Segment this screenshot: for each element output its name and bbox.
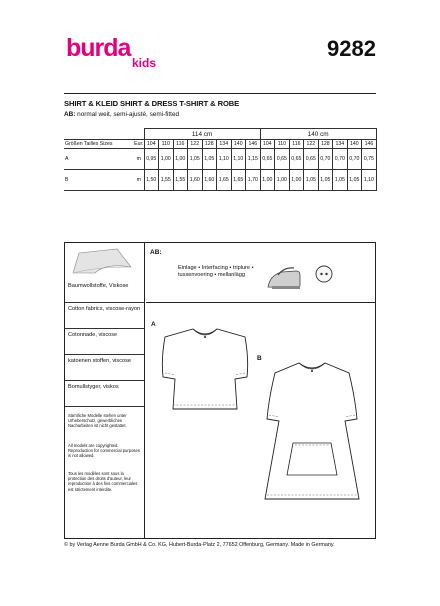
brand-sub: kids	[132, 56, 157, 70]
value-cell: 0,95	[144, 149, 159, 170]
button-icon	[314, 264, 334, 284]
size-cell: 146	[362, 140, 377, 149]
value-cell: 1,00	[289, 170, 304, 191]
size-cell: 140	[231, 140, 246, 149]
size-cell: 146	[246, 140, 261, 149]
value-cell: 1,00	[159, 149, 174, 170]
size-cell: 110	[159, 140, 174, 149]
garment-b-label: B	[257, 355, 262, 362]
value-cell: 1,00	[173, 149, 188, 170]
value-cell: 1,05	[188, 149, 203, 170]
value-cell: 0,75	[362, 149, 377, 170]
value-cell: 1,50	[144, 170, 159, 191]
value-cell: 1,05	[347, 170, 362, 191]
size-cell: 110	[275, 140, 290, 149]
interfacing-label: AB:	[150, 249, 162, 256]
size-cell: 122	[304, 140, 319, 149]
value-cell: 1,60	[202, 170, 217, 191]
interfacing-panel	[146, 243, 376, 303]
fabric-swatch-icon	[65, 243, 144, 281]
yardage-table	[64, 128, 377, 191]
value-cell: 1,05	[202, 149, 217, 170]
value-cell: 0,70	[347, 149, 362, 170]
burda-kids-logo	[66, 34, 156, 74]
interfacing-text: Einlage • Interfacing • triplure • tussenvoering • mellanlägg	[178, 265, 254, 278]
size-cell: 128	[202, 140, 217, 149]
value-cell: 1,00	[260, 170, 275, 191]
size-cell: 134	[333, 140, 348, 149]
width-140: 140 cm	[260, 129, 376, 140]
value-cell: 1,00	[275, 170, 290, 191]
value-cell: 1,05	[333, 170, 348, 191]
garment-a-label: A	[151, 321, 156, 328]
value-cell: 1,10	[231, 149, 246, 170]
fabric-en: Cotton fabrics, viscose-rayon	[65, 303, 144, 329]
fit-text: normal weit, semi-ajusté, semi-fitted	[77, 111, 180, 118]
fabric-sv: Bomullstyger, viskos	[65, 381, 144, 407]
row-unit: m	[134, 170, 144, 191]
value-cell: 0,65	[260, 149, 275, 170]
header-rule	[64, 93, 376, 94]
copyright-notice: © by Verlag Aenne Burda GmbH & Co. KG, Hubert-Burda-Platz 2, 77652 Offenburg, Germany. Made in Germany.	[64, 542, 335, 548]
fabric-nl: katoenen stoffen, viscose	[65, 355, 144, 381]
value-cell: 0,70	[333, 149, 348, 170]
value-cell: 1,05	[318, 170, 333, 191]
row-unit: m	[134, 149, 144, 170]
value-cell: 0,65	[275, 149, 290, 170]
legal-de: Sämtliche Modelle stehen unter Urheberschutz, gewerbliches Nacharbeiten ist nicht gestattet.	[68, 413, 127, 429]
value-cell: 1,60	[188, 170, 203, 191]
size-cell: 134	[217, 140, 232, 149]
size-cell: 116	[289, 140, 304, 149]
yardage-row-a	[64, 149, 376, 170]
value-cell: 1,65	[217, 170, 232, 191]
pattern-info-box	[64, 242, 376, 539]
unit-header: Eur.	[134, 141, 144, 147]
row-label: A	[64, 149, 134, 170]
width-114: 114 cm	[144, 129, 260, 140]
fabric-de: Baumwollstoffe, Viskose	[68, 283, 129, 289]
value-cell: 1,15	[246, 149, 261, 170]
size-cell: 140	[347, 140, 362, 149]
value-cell: 1,65	[231, 170, 246, 191]
yardage-row-b	[64, 170, 376, 191]
size-cell: 128	[318, 140, 333, 149]
garment-titles: SHIRT & KLEID SHIRT & DRESS T-SHIRT & ROBE	[64, 99, 240, 108]
sizes-header: Größen Tailles Sizes	[64, 140, 134, 149]
size-cell: 116	[173, 140, 188, 149]
sizes-row	[64, 140, 376, 149]
fit-label: AB:	[64, 111, 76, 118]
tshirt-a-drawing	[155, 323, 255, 415]
legal-fr: Tous les modèles sont sous la protection des droits d'auteur, leur reproduction à des fins commerciales est strictement interdite.	[68, 471, 138, 492]
value-cell: 1,05	[304, 170, 319, 191]
value-cell: 0,65	[304, 149, 319, 170]
pattern-number: 9282	[327, 36, 376, 61]
value-cell: 1,70	[246, 170, 261, 191]
value-cell: 1,10	[362, 170, 377, 191]
value-cell: 1,55	[159, 170, 174, 191]
value-cell: 0,70	[318, 149, 333, 170]
iron-icon	[264, 265, 304, 293]
fit-description	[64, 111, 179, 118]
size-cell: 104	[260, 140, 275, 149]
fabric-swatch-cell	[65, 243, 144, 303]
brand-name: burda	[66, 34, 131, 62]
dress-b-drawing	[257, 357, 367, 507]
value-cell: 1,55	[173, 170, 188, 191]
size-cell: 122	[188, 140, 203, 149]
size-cell: 104	[144, 140, 159, 149]
fabric-sidebar	[65, 243, 145, 538]
value-cell: 0,65	[289, 149, 304, 170]
fabric-fr: Cotonnade, viscose	[65, 329, 144, 355]
value-cell: 1,10	[217, 149, 232, 170]
row-label: B	[64, 170, 134, 191]
width-group-row	[64, 129, 376, 140]
legal-en: All models are copyrighted. Reproduction for commercial purposes is not allowed.	[68, 443, 140, 459]
